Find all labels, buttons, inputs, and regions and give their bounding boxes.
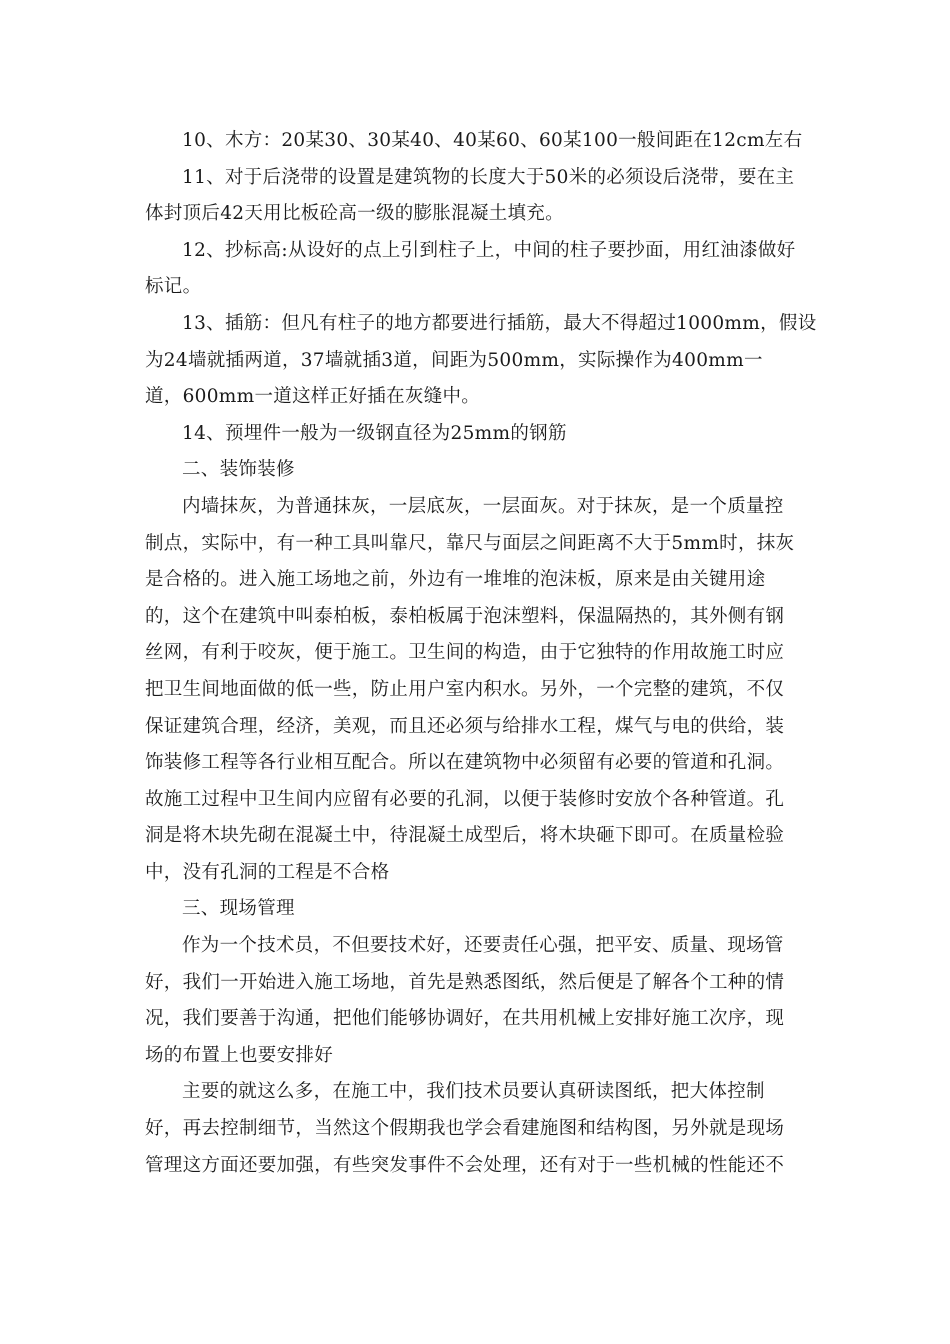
text-line: 管理这方面还要加强，有些突发事件不会处理，还有对于一些机械的性能还不 — [145, 1154, 785, 1176]
text-line: 作为一个技术员，不但要技术好，还要责任心强，把平安、质量、现场管 — [182, 935, 784, 957]
text-line: 故施工过程中卫生间内应留有必要的孔洞，以便于装修时安放个各种管道。孔 — [145, 788, 785, 810]
section-heading: 二、装饰装修 — [182, 459, 295, 481]
text-line: 场的布置上也要安排好 — [145, 1044, 334, 1066]
text-line: 把卫生间地面做的低一些，防止用户室内积水。另外，一个完整的建筑，不仅 — [145, 678, 785, 700]
text-line: 的，这个在建筑中叫泰柏板，泰柏板属于泡沫塑料，保温隔热的，其外侧有钢 — [145, 605, 785, 627]
text-line: 饰装修工程等各行业相互配合。所以在建筑物中必须留有必要的管道和孔洞。 — [145, 752, 785, 774]
text-line: 制点，实际中，有一种工具叫靠尺，靠尺与面层之间距离不大于5mm时，抹灰 — [145, 532, 795, 554]
text-line: 好，再去控制细节，当然这个假期我也学会看建施图和结构图，另外就是现场 — [145, 1118, 785, 1140]
text-line: 10、木方：20某30、30某40、40某60、60某100一般间距在12cm左右 — [182, 130, 803, 151]
text-line: 为24墙就插两道，37墙就插3道，间距为500mm，实际操作为400mm一 — [145, 349, 763, 371]
text-line: 12、抄标高:从设好的点上引到柱子上，中间的柱子要抄面，用红油漆做好 — [182, 239, 796, 261]
text-line: 11、对于后浇带的设置是建筑物的长度大于50米的必须设后浇带，要在主 — [182, 166, 795, 188]
text-line: 况，我们要善于沟通，把他们能够协调好，在共用机械上安排好施工次序，现 — [145, 1008, 785, 1030]
text-line: 好，我们一开始进入施工场地，首先是熟悉图纸，然后便是了解各个工种的情 — [145, 971, 785, 993]
text-line: 标记。 — [145, 276, 202, 298]
text-line: 道，600mm一道这样正好插在灰缝中。 — [145, 386, 481, 408]
section-heading: 三、现场管理 — [182, 898, 295, 920]
text-line: 保证建筑合理，经济，美观，而且还必须与给排水工程，煤气与电的供给，装 — [145, 715, 785, 737]
document-body — [145, 123, 817, 1184]
text-line: 中，没有孔洞的工程是不合格 — [145, 861, 390, 883]
text-line: 是合格的。进入施工场地之前，外边有一堆堆的泡沫板，原来是由关键用途 — [145, 569, 766, 591]
text-line: 丝网，有利于咬灰，便于施工。卫生间的构造，由于它独特的作用故施工时应 — [145, 642, 785, 664]
text-line: 13、插筋：但凡有柱子的地方都要进行插筋，最大不得超过1000mm，假设 — [182, 312, 817, 334]
text-line: 体封顶后42天用比板砼高一级的膨胀混凝土填充。 — [145, 203, 564, 225]
text-line: 内墙抹灰，为普通抹灰，一层底灰，一层面灰。对于抹灰，是一个质量控 — [182, 495, 784, 517]
text-line: 洞是将木块先砌在混凝土中，待混凝土成型后，将木块砸下即可。在质量检验 — [145, 825, 785, 847]
text-line: 14、预埋件一般为一级钢直径为25mm的钢筋 — [182, 422, 567, 444]
text-line: 主要的就这么多，在施工中，我们技术员要认真研读图纸，把大体控制 — [182, 1081, 765, 1103]
